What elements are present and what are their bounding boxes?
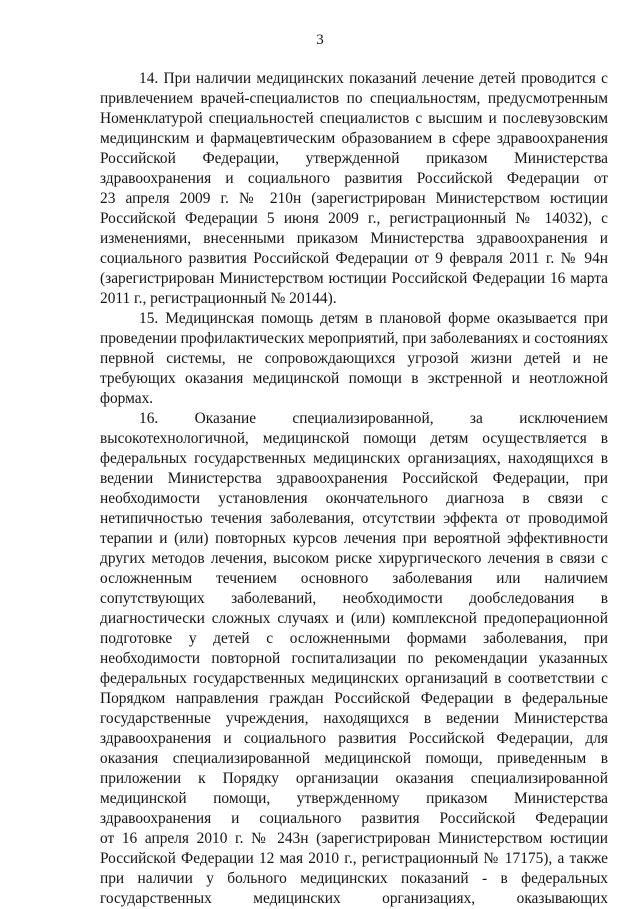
text-line: необходимости установления окончательного диагноза в связи с xyxy=(100,490,608,507)
text-line: 2011 г., регистрационный № 20144). xyxy=(100,290,337,307)
text-line: Порядком направления граждан Российской Федерации в федеральные xyxy=(100,690,608,707)
page-number: 3 xyxy=(316,32,324,48)
text-line: здравоохранения и социального развития Российской Федерации от xyxy=(100,170,608,187)
text-line: Российской Федерации 5 июня 2009 г., регистрационный № 14032), с xyxy=(100,210,608,227)
text-line: изменениями, внесенными приказом Министерства здравоохранения и xyxy=(100,230,608,247)
text-line: Российской Федерации, утвержденной приказом Министерства xyxy=(100,150,608,167)
text-line: от 16 апреля 2010 г. № 243н (зарегистрирован Министерством юстиции xyxy=(100,830,608,847)
text-line: терапии и (или) повторных курсов лечения при вероятной эффективности xyxy=(100,530,608,547)
text-line: первной системы, не сопровождающихся угрозой жизни детей и не xyxy=(100,350,608,367)
text-line: федеральных государственных медицинских организациях, находящихся в xyxy=(100,450,608,467)
text-line: сопутствующих заболеваний, необходимости дообследования в xyxy=(100,590,608,607)
text-line: при наличии у больного медицинских показаний - в федеральных xyxy=(100,870,608,887)
text-line: требующих оказания медицинской помощи в экстренной и неотложной xyxy=(100,370,608,387)
text-line: диагностически сложных случаях и (или) комплексной предоперационной xyxy=(100,610,608,627)
text-line: федеральных государственных медицинских организаций в соответствии с xyxy=(100,670,608,687)
text-line: 15. Медицинская помощь детям в плановой форме оказывается при xyxy=(139,310,608,327)
text-line: высокотехнологичной, медицинской помощи детям осуществляется в xyxy=(100,430,608,447)
text-line: медицинским и фармацевтическим образованием в сфере здравоохранения xyxy=(100,130,608,147)
text-line: осложненным течением основного заболевания или наличием xyxy=(100,570,608,587)
text-line: ведении Министерства здравоохранения Российской Федерации, при xyxy=(100,470,608,487)
text-line: здравоохранения и социального развития Российской Федерации xyxy=(100,810,608,827)
text-line: приложении к Порядку организации оказания специализированной xyxy=(100,770,608,787)
text-line: государственные учреждения, находящихся в ведении Министерства xyxy=(100,710,608,727)
text-line: необходимости повторной госпитализации по рекомендации указанных xyxy=(100,650,608,667)
text-line: здравоохранения и социального развития Российской Федерации, для xyxy=(100,730,608,747)
text-line: 14. При наличии медицинских показаний лечение детей проводится с xyxy=(139,70,608,87)
text-line: нетипичностью течения заболевания, отсутствии эффекта от проводимой xyxy=(100,510,608,527)
text-line: оказания специализированной медицинской помощи, приведенным в xyxy=(100,750,608,767)
text-line: государственных медицинских организациях, оказывающих xyxy=(100,890,608,907)
text-line: социального развития Российской Федерации от 9 февраля 2011 г. № 94н xyxy=(100,250,608,267)
text-line: других методов лечения, высоком риске хирургического лечения в связи с xyxy=(100,550,608,567)
text-line: 23 апреля 2009 г. № 210н (зарегистрирован Министерством юстиции xyxy=(100,190,608,207)
text-line: проведении профилактических мероприятий, при заболеваниях и состояниях xyxy=(100,330,608,347)
text-line: формах. xyxy=(100,390,154,407)
text-line: Номенклатурой специальностей специалистов с высшим и послевузовским xyxy=(100,110,608,127)
text-line: (зарегистрирован Министерством юстиции Российской Федерации 16 марта xyxy=(100,270,608,287)
text-line: Российской Федерации 12 мая 2010 г., регистрационный № 17175), а также xyxy=(100,850,608,867)
text-line: медицинской помощи, утвержденному приказом Министерства xyxy=(100,790,608,807)
text-line: привлечением врачей-специалистов по специальностям, предусмотренным xyxy=(100,90,608,107)
text-line: 16. Оказание специализированной, за исключением xyxy=(139,410,608,427)
text-line: подготовке у детей с осложненными формами заболевания, при xyxy=(100,630,608,647)
